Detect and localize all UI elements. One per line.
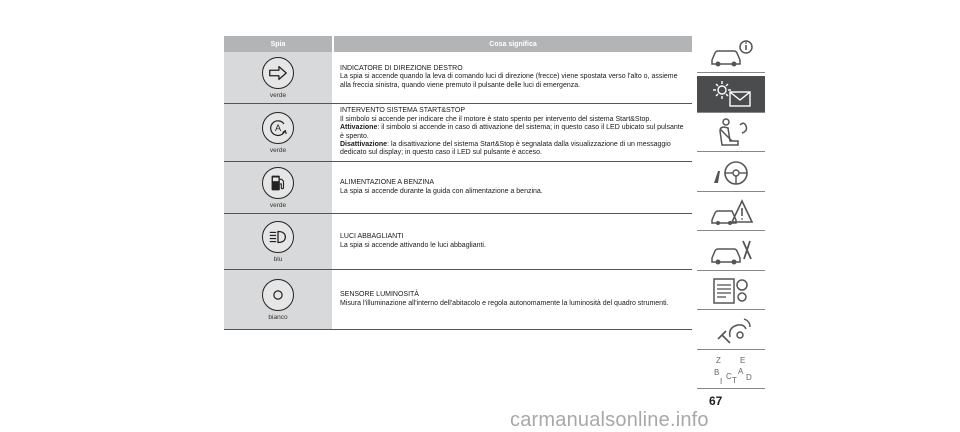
table-row bbox=[224, 52, 692, 104]
table-row bbox=[224, 162, 692, 214]
index-letter: A bbox=[738, 367, 744, 376]
activation-text: : il simbolo si accende in caso di attivazione del sistema; in questo caso il LED ubicato sul pulsante è spento. bbox=[340, 124, 684, 140]
activation-paragraph bbox=[340, 124, 688, 141]
row-text: Il simbolo si accende per indicare che il motore è stato spento per intervento del sistema Start&Stop. bbox=[340, 115, 652, 123]
row-text: La spia si accende quando la leva di comando luci di direzione (frecce) viene spostata verso l'alto o, assieme alla freccia sinistra, quando viene premuto il pulsante delle luci di emergenza. bbox=[340, 73, 678, 89]
index-letter: D bbox=[746, 373, 752, 382]
light-sensor-icon bbox=[262, 279, 294, 311]
index-letter: E bbox=[740, 356, 746, 365]
table-row bbox=[224, 214, 692, 270]
tab-emergency[interactable] bbox=[697, 194, 765, 231]
icon-cell bbox=[224, 162, 334, 213]
activation-label: Attivazione bbox=[340, 124, 378, 132]
header-cosa-significa: Cosa significa bbox=[489, 40, 537, 48]
right-turn-arrow-icon bbox=[262, 57, 294, 89]
color-label: verde bbox=[269, 91, 287, 99]
tab-alphabetical-index[interactable] bbox=[697, 352, 765, 389]
deactivation-paragraph bbox=[340, 141, 688, 158]
page-number: 67 bbox=[709, 394, 723, 408]
car-info-icon bbox=[708, 38, 754, 70]
tab-car-info[interactable] bbox=[697, 36, 765, 73]
row-title: LUCI ABBAGLIANTI bbox=[340, 233, 404, 241]
color-label: blu bbox=[273, 255, 283, 263]
row-title: INDICATORE DI DIREZIONE DESTRO bbox=[340, 64, 463, 72]
safety-seatbelt-icon bbox=[708, 117, 754, 149]
chapter-sidebar bbox=[697, 36, 765, 392]
row-text: Misura l'illuminazione all'interno dell'abitacolo e regola autonomamente la luminosità del quadro strumenti. bbox=[340, 299, 669, 307]
index-letter: I bbox=[720, 377, 723, 386]
description-cell bbox=[334, 104, 692, 161]
header-spia: Spia bbox=[224, 36, 334, 52]
tab-starting-driving[interactable] bbox=[697, 155, 765, 192]
description-cell bbox=[334, 214, 692, 269]
fuel-pump-icon bbox=[262, 167, 294, 199]
icon-cell bbox=[224, 52, 334, 103]
warning-lights-table bbox=[224, 36, 692, 330]
high-beam-icon bbox=[262, 221, 294, 253]
index-letter: C bbox=[726, 372, 732, 381]
multimedia-icon bbox=[708, 315, 754, 347]
table-row bbox=[224, 270, 692, 330]
index-letter: Z bbox=[716, 356, 721, 365]
warning-light-message-icon bbox=[708, 78, 754, 110]
start-stop-icon bbox=[262, 112, 294, 144]
index-letter: T bbox=[732, 376, 737, 385]
tab-maintenance[interactable] bbox=[697, 234, 765, 271]
row-title: SENSORE LUMINOSITÀ bbox=[340, 291, 419, 299]
table-header bbox=[224, 36, 692, 52]
description-cell bbox=[334, 162, 692, 213]
emergency-warning-icon bbox=[708, 196, 754, 228]
row-text: La spia si accende attivando le luci abbaglianti. bbox=[340, 241, 486, 249]
description-cell bbox=[334, 52, 692, 103]
row-title: ALIMENTAZIONE A BENZINA bbox=[340, 179, 435, 187]
car-maintenance-icon bbox=[708, 236, 754, 268]
technical-data-icon bbox=[708, 275, 754, 307]
tab-multimedia[interactable] bbox=[697, 313, 765, 350]
steering-wheel-icon bbox=[708, 157, 754, 189]
icon-cell bbox=[224, 270, 334, 329]
color-label: verde bbox=[269, 201, 287, 209]
index-letter: B bbox=[714, 368, 720, 377]
row-title: INTERVENTO SISTEMA START&STOP bbox=[340, 107, 465, 115]
tab-warning-lights[interactable] bbox=[697, 76, 765, 113]
deactivation-text: : la disattivazione del sistema Start&Stop è segnalata dalla visualizzazione di un messaggio dedicato sul display; in questo caso il LED sul pulsante è acceso. bbox=[340, 140, 671, 157]
table-row bbox=[224, 104, 692, 162]
icon-cell bbox=[224, 214, 334, 269]
color-label: verde bbox=[269, 146, 287, 154]
svg-text:A: A bbox=[274, 122, 282, 133]
description-cell bbox=[334, 270, 692, 329]
tab-technical-data[interactable] bbox=[697, 273, 765, 310]
icon-cell bbox=[224, 104, 334, 161]
watermark: carmanualsonline.info bbox=[510, 409, 709, 431]
deactivation-label: Disattivazione bbox=[340, 140, 388, 148]
tab-safety[interactable] bbox=[697, 115, 765, 152]
row-text: La spia si accende durante la guida con alimentazione a benzina. bbox=[340, 187, 543, 195]
color-label: bianco bbox=[268, 313, 288, 321]
alphabetical-index-icon bbox=[708, 354, 754, 386]
